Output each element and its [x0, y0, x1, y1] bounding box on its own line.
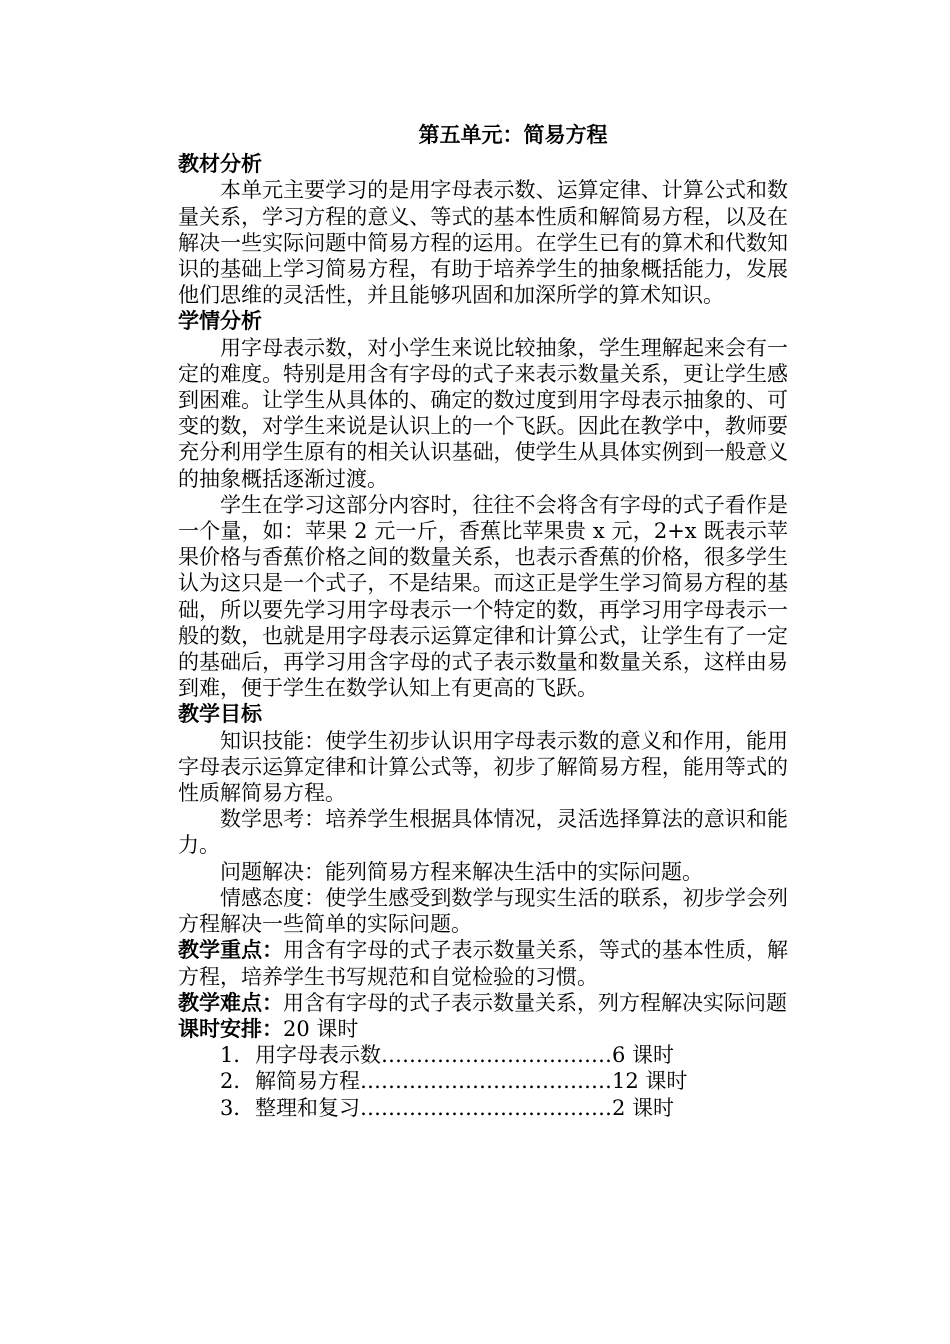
goal-math-thinking: 数学思考：培养学生根据具体情况，灵活选择算法的意识和能力。 [178, 807, 788, 858]
schedule-item-leader: ……………………………… [360, 1095, 612, 1120]
goal-knowledge-skills: 知识技能：使学生初步认识用字母表示数的意义和作用，能用字母表示运算定律和计算公式等，初步了解简易方程，能用等式的性质解简易方程。 [178, 728, 788, 806]
schedule-item-leader: …………………………… [381, 1043, 612, 1068]
key-points-text: 用含有字母的式子表示数量关系，等式的基本性质，解方程，培养学生书写规范和自觉检验的习惯。 [178, 938, 789, 989]
schedule-item [220, 1068, 788, 1094]
schedule-item-name: 用字母表示数 [255, 1043, 381, 1068]
schedule-list [178, 1042, 788, 1121]
document-page [178, 122, 788, 1121]
goal-emotion-attitude: 情感态度：使学生感受到数学与现实生活的联系，初步学会列方程解决一些简单的实际问题。 [178, 885, 788, 937]
difficulties-text: 用含有字母的式子表示数量关系，列方程解决实际问题 [283, 990, 787, 1015]
document-title: 第五单元：简易方程 [418, 123, 608, 147]
schedule-item-hours: 6 课时 [612, 1043, 675, 1068]
schedule-total: 20 课时 [283, 1016, 359, 1041]
schedule-item-number: 1． [220, 1043, 255, 1068]
difficulties-block [178, 990, 788, 1016]
student-analysis-paragraph-1: 用字母表示数，对小学生来说比较抽象，学生理解起来会有一定的难度。特别是用含有字母的式子来表示数量关系，更让学生感到困难。让学生从具体的、确定的数过度到用字母表示抽象的、可变的数，对学生来说是认识上的一个飞跃。因此在教学中，教师要充分利用学生原有的相关认识基础，使学生从具体实例到一般意义的抽象概括逐渐过渡。 [178, 335, 788, 491]
textbook-analysis-paragraph: 本单元主要学习的是用字母表示数、运算定律、计算公式和数量关系，学习方程的意义、等式的基本性质和解简易方程，以及在解决一些实际问题中简易方程的运用。在学生已有的算术和代数知识的基础上学习简易方程，有助于培养学生的抽象概括能力，发展他们思维的灵活性，并且能够巩固和加深所学的算术知识。 [178, 178, 788, 308]
schedule-item-leader: ……………………………… [360, 1069, 612, 1094]
teaching-goals-heading: 教学目标 [178, 702, 262, 727]
textbook-analysis-heading: 教材分析 [178, 152, 262, 177]
schedule-item-number: 2． [220, 1069, 255, 1094]
schedule-item-number: 3． [220, 1095, 255, 1120]
schedule-item [220, 1095, 788, 1121]
schedule-item-hours: 2 课时 [612, 1095, 675, 1120]
key-points-label: 教学重点： [178, 938, 284, 963]
schedule-item-name: 整理和复习 [255, 1095, 360, 1120]
schedule-block [178, 1016, 788, 1042]
goal-problem-solving: 问题解决：能列简易方程来解决生活中的实际问题。 [220, 859, 703, 884]
schedule-item [220, 1042, 788, 1068]
schedule-item-name: 解简易方程 [255, 1069, 360, 1094]
schedule-item-hours: 12 课时 [612, 1069, 688, 1094]
student-analysis-heading: 学情分析 [178, 309, 262, 334]
schedule-label: 课时安排： [178, 1016, 283, 1041]
key-points-block [178, 937, 788, 989]
difficulties-label: 教学难点： [178, 990, 283, 1015]
student-analysis-paragraph-2: 学生在学习这部分内容时，往往不会将含有字母的式子看作是一个量，如：苹果 2 元一斤，香蕉比苹果贵 x 元，2+x 既表示苹果价格与香蕉价格之间的数量关系，也表示香蕉的价格，很多学生认为这只是一个式子，不是结果。而这正是学生学习简易方程的基础，所以要先学习用字母表示一个特定的数，再学习用字母表示一般的数，也就是用字母表示运算定律和计算公式，让学生有了一定的基础后，再学习用含字母的式子表示数量和数量关系，这样由易到难，便于学生在数学认知上有更高的飞跃。 [178, 492, 788, 701]
